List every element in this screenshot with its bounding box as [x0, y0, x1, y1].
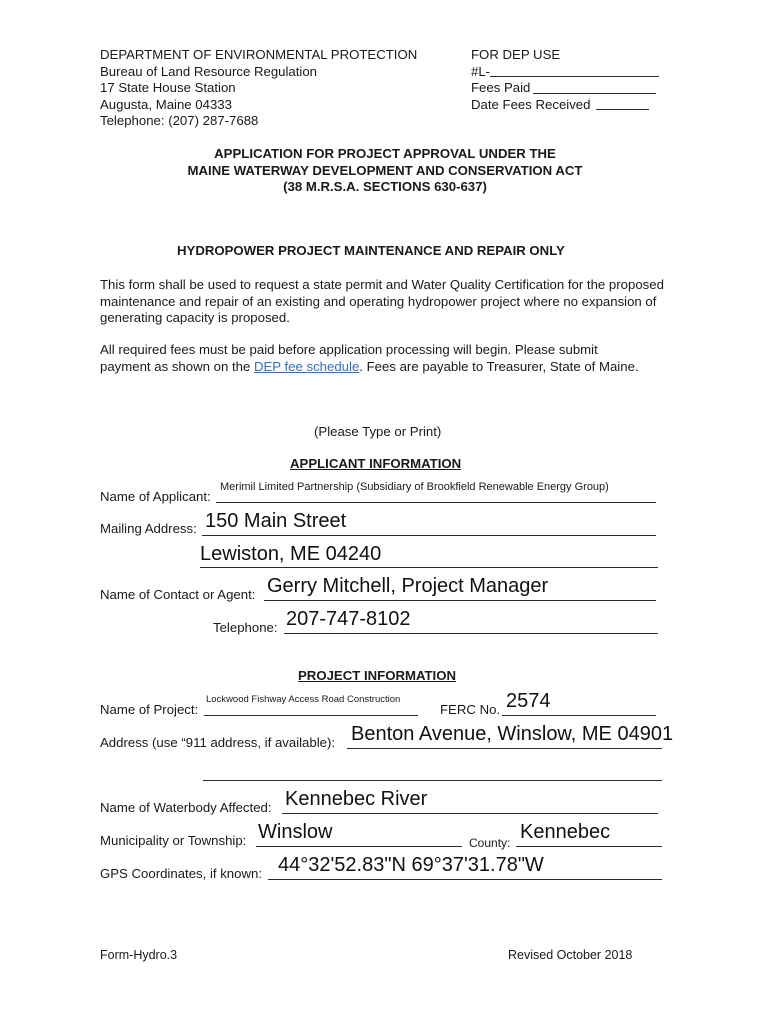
- city-state-zip: Augusta, Maine 04333: [100, 96, 232, 112]
- gps-label: GPS Coordinates, if known:: [100, 866, 262, 881]
- waterbody-value: Kennebec River: [285, 788, 428, 810]
- telephone-field[interactable]: [284, 633, 658, 634]
- bureau-name: Bureau of Land Resource Regulation: [100, 63, 318, 79]
- waterbody-label: Name of Waterbody Affected:: [100, 800, 272, 815]
- applicant-name-value: Merimil Limited Partnership (Subsidiary of Brookfield Renewable Energy Group): [220, 481, 609, 493]
- project-name-field[interactable]: [204, 715, 418, 716]
- dep-fee-schedule-link[interactable]: DEP fee schedule: [253, 358, 360, 374]
- municipality-field[interactable]: [256, 846, 462, 847]
- contact-name-label: Name of Contact or Agent:: [100, 587, 256, 602]
- dep-license-number-label: #L-: [471, 63, 491, 79]
- type-or-print-note: (Please Type or Print): [314, 424, 442, 439]
- applicant-section-title: APPLICANT INFORMATION: [290, 456, 462, 471]
- contact-name-value: Gerry Mitchell, Project Manager: [267, 575, 549, 597]
- mailing-address-label: Mailing Address:: [100, 521, 197, 536]
- applicant-name-label: Name of Applicant:: [100, 489, 211, 504]
- form-subtitle: HYDROPOWER PROJECT MAINTENANCE AND REPAIR ONLY: [177, 243, 565, 258]
- mailing-address-value-2: Lewiston, ME 04240: [200, 543, 382, 565]
- project-name-label: Name of Project:: [100, 702, 199, 717]
- project-name-value: Lockwood Fishway Access Road Construction: [206, 694, 401, 705]
- fee-paragraph-text-start: All required fees must be paid before application processing will begin. Please submit payment as shown on the: [100, 342, 598, 374]
- municipality-label: Municipality or Township:: [100, 833, 247, 848]
- municipality-value: Winslow: [258, 821, 333, 843]
- mailing-address-field-2[interactable]: [200, 567, 658, 568]
- project-address-field[interactable]: [347, 748, 662, 749]
- project-address-value: Benton Avenue, Winslow, ME 04901: [351, 723, 674, 745]
- project-section-title: PROJECT INFORMATION: [298, 668, 457, 683]
- dep-date-fees-received-field[interactable]: [596, 109, 649, 110]
- telephone-value: 207-747-8102: [286, 608, 411, 630]
- waterbody-field[interactable]: [282, 813, 658, 814]
- ferc-number-label: FERC No.: [440, 702, 501, 717]
- contact-name-field[interactable]: [264, 600, 656, 601]
- gps-field[interactable]: [268, 879, 662, 880]
- form-title-line-2: MAINE WATERWAY DEVELOPMENT AND CONSERVATION ACT: [187, 162, 583, 178]
- dep-date-fees-received-label: Date Fees Received: [471, 96, 591, 112]
- dep-use-title: FOR DEP USE: [471, 47, 561, 62]
- form-title-line-1: APPLICATION FOR PROJECT APPROVAL UNDER THE: [214, 146, 556, 161]
- ferc-number-value: 2574: [506, 690, 551, 712]
- mailing-address-field-1[interactable]: [202, 535, 656, 536]
- intro-paragraph: This form shall be used to request a state permit and Water Quality Certification for the proposed maintenance and repair of an existing and operating hydropower project where no expansion of generating capacity is proposed.: [100, 277, 664, 325]
- department-telephone: Telephone: (207) 287-7688: [100, 113, 259, 128]
- dep-fees-paid-label: Fees Paid: [471, 80, 531, 95]
- form-id: Form-Hydro.3: [100, 948, 178, 962]
- telephone-label: Telephone:: [213, 620, 278, 635]
- applicant-name-field[interactable]: [216, 502, 656, 503]
- county-label: County:: [469, 836, 511, 850]
- gps-value: 44°32'52.83"N 69°37'31.78"W: [278, 854, 544, 876]
- mailing-address-value-1: 150 Main Street: [205, 510, 347, 532]
- form-title: [0, 146, 770, 196]
- department-name: DEPARTMENT OF ENVIRONMENTAL PROTECTION: [100, 47, 418, 62]
- project-address-label: Address (use “911 address, if available):: [100, 735, 336, 750]
- project-address-field-2[interactable]: [203, 780, 662, 781]
- dep-use-block: [471, 47, 560, 64]
- street-address: 17 State House Station: [100, 80, 236, 95]
- form-title-line-3: (38 M.R.S.A. SECTIONS 630-637): [283, 179, 487, 194]
- department-address-block: [100, 47, 417, 130]
- revision-date: Revised October 2018: [508, 948, 633, 962]
- dep-fees-paid-field[interactable]: [533, 93, 656, 94]
- fee-paragraph-text-end: . Fees are payable to Treasurer, State of Maine.: [359, 358, 639, 374]
- fee-paragraph: [100, 342, 645, 375]
- dep-license-number-field[interactable]: [490, 76, 659, 77]
- ferc-number-field[interactable]: [502, 715, 656, 716]
- county-value: Kennebec: [520, 821, 611, 843]
- county-field[interactable]: [516, 846, 662, 847]
